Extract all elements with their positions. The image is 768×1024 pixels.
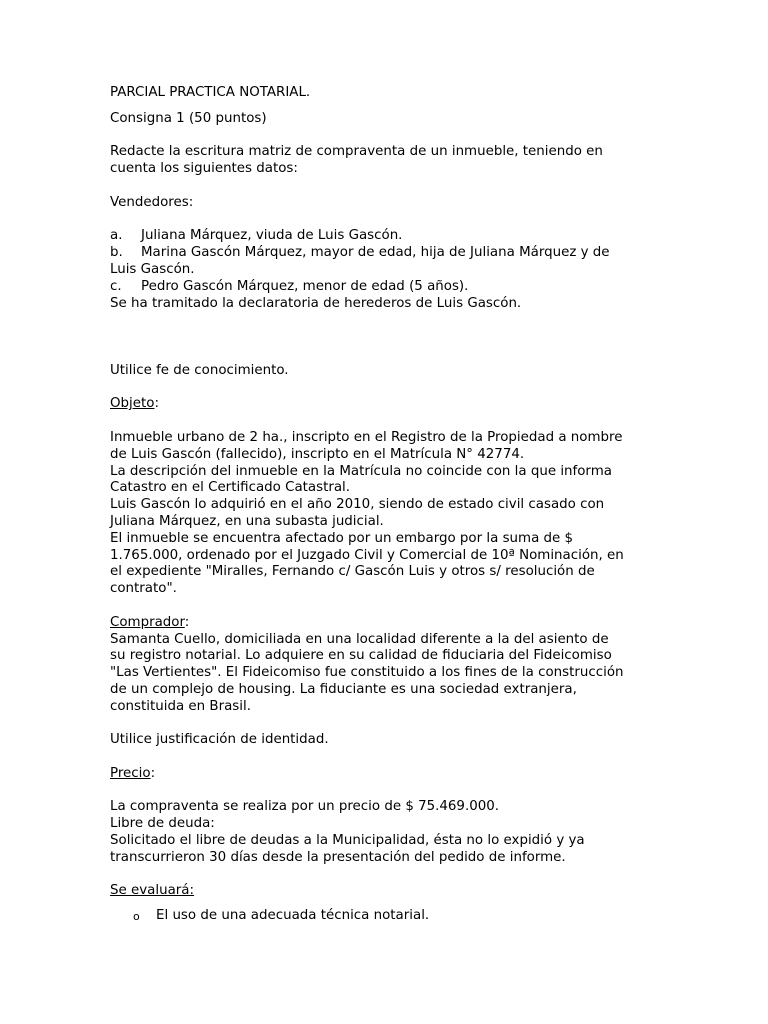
vendedor-item-a bbox=[110, 228, 670, 245]
precio-line: Libre de deuda: bbox=[110, 816, 215, 832]
objeto-line: Luis Gascón lo adquirió en el año 2010, siendo de estado civil casado con bbox=[110, 497, 605, 513]
intro-line-1: Redacte la escritura matriz de compraventa de un inmueble, teniendo en bbox=[110, 144, 603, 160]
vendedor-text-b: Marina Gascón Márquez, mayor de edad, hija de Juliana Márquez y de bbox=[141, 245, 610, 261]
objeto-line: el expediente "Miralles, Fernando c/ Gascón Luis y otros s/ resolución de bbox=[110, 564, 595, 580]
bullet-icon: o bbox=[133, 910, 140, 924]
vendedor-item-b-cont: Luis Gascón. bbox=[110, 261, 195, 277]
objeto-heading-label: Objeto bbox=[110, 396, 155, 412]
precio-heading-label: Precio bbox=[110, 765, 151, 781]
objeto-line: de Luis Gascón (fallecido), inscripto en el Matrícula N° 42774. bbox=[110, 446, 525, 462]
intro-line-2: cuenta los siguientes datos: bbox=[110, 161, 298, 177]
objeto-line: contrato". bbox=[110, 581, 177, 597]
vendedor-label-c: c. bbox=[110, 278, 122, 294]
consigna-heading: Consigna 1 (50 puntos) bbox=[110, 110, 267, 126]
objeto-line: Catastro en el Certificado Catastral. bbox=[110, 480, 351, 496]
objeto-line: 1.765.000, ordenado por el Juzgado Civil y Comercial de 10ª Nominación, en bbox=[110, 547, 624, 563]
comprador-line: "Las Vertientes". El Fideicomiso fue constituido a los fines de la construcción bbox=[110, 665, 624, 681]
comprador-heading-label: Comprador bbox=[110, 614, 185, 630]
precio-line: transcurrieron 30 días desde la presentación del pedido de informe. bbox=[110, 849, 566, 865]
evaluara-item-text: El uso de una adecuada técnica notarial. bbox=[156, 908, 430, 924]
objeto-line: La descripción del inmueble en la Matrícula no coincide con la que informa bbox=[110, 463, 612, 479]
document-title: PARCIAL PRACTICA NOTARIAL. bbox=[110, 85, 311, 100]
vendedor-item-c bbox=[110, 279, 670, 296]
vendedor-item-b bbox=[110, 245, 670, 262]
comprador-line: Samanta Cuello, domiciliada en una localidad diferente a la del asiento de bbox=[110, 631, 609, 647]
fe-conocimiento: Utilice fe de conocimiento. bbox=[110, 362, 289, 378]
evaluara-heading bbox=[110, 883, 670, 900]
vendedor-text-c: Pedro Gascón Márquez, menor de edad (5 años). bbox=[141, 278, 469, 294]
precio-line: La compraventa se realiza por un precio de $ 75.469.000. bbox=[110, 799, 500, 815]
objeto-line: Juliana Márquez, en una subasta judicial. bbox=[110, 513, 384, 529]
evaluara-item bbox=[110, 908, 670, 925]
objeto-heading: Objeto: bbox=[110, 396, 159, 412]
vendedor-label-a: a. bbox=[110, 228, 123, 244]
vendedores-note: Se ha tramitado la declaratoria de herederos de Luis Gascón. bbox=[110, 295, 522, 311]
justificacion-identidad: Utilice justificación de identidad. bbox=[110, 732, 329, 748]
objeto-line: Inmueble urbano de 2 ha., inscripto en el Registro de la Propiedad a nombre bbox=[110, 429, 623, 445]
precio-heading: Precio: bbox=[110, 765, 156, 781]
comprador-heading: Comprador: bbox=[110, 614, 190, 630]
objeto-line: El inmueble se encuentra afectado por un embargo por la suma de $ bbox=[110, 530, 574, 546]
comprador-line: de un complejo de housing. La fiduciante es una sociedad extranjera, bbox=[110, 681, 577, 697]
precio-line: Solicitado el libre de deudas a la Municipalidad, ésta no lo expidió y ya bbox=[110, 833, 585, 849]
document-page bbox=[110, 85, 670, 925]
vendedor-label-b: b. bbox=[110, 245, 123, 261]
comprador-line: su registro notarial. Lo adquiere en su calidad de fiduciaria del Fideicomiso bbox=[110, 648, 612, 664]
evaluara-heading-label: Se evaluará: bbox=[110, 883, 194, 899]
vendedores-heading: Vendedores: bbox=[110, 194, 194, 210]
vendedor-text-a: Juliana Márquez, viuda de Luis Gascón. bbox=[141, 228, 403, 244]
comprador-line: constituida en Brasil. bbox=[110, 698, 251, 714]
